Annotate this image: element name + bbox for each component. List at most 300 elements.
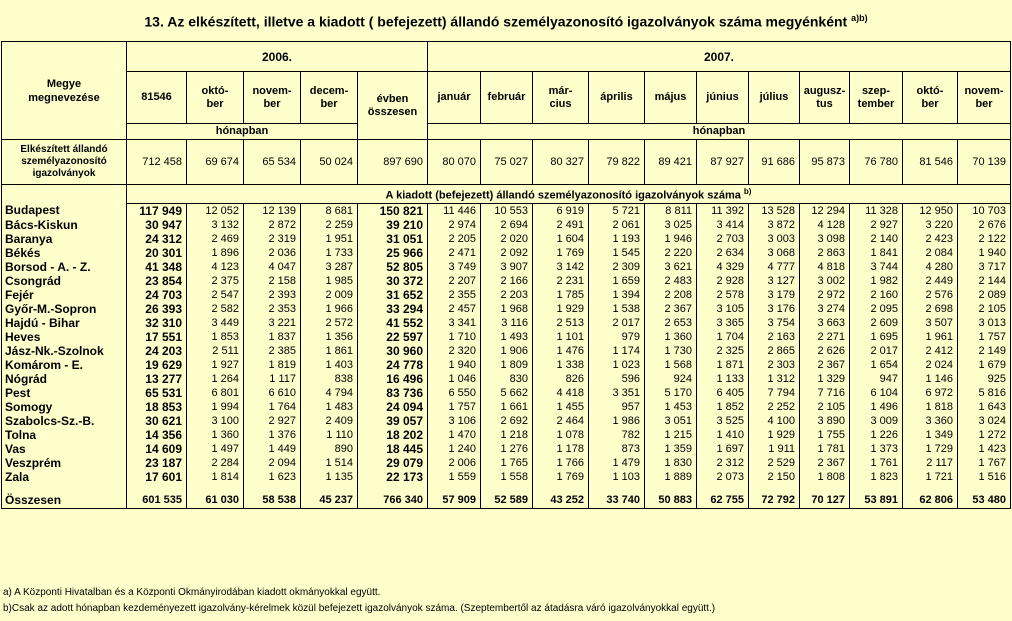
table-row [2, 232, 1011, 246]
table-cell: 3 907 [481, 260, 533, 274]
table-cell: 52 805 [358, 260, 428, 274]
table-cell: 30 621 [127, 414, 187, 428]
table-cell: 2 547 [187, 288, 244, 302]
table-cell: 1 889 [645, 470, 697, 484]
made-value: 50 024 [301, 140, 358, 185]
table-cell: 16 496 [358, 372, 428, 386]
table-cell: 2 367 [800, 456, 850, 470]
county-name: Pest [2, 386, 127, 400]
table-cell: 3 663 [800, 316, 850, 330]
table-cell: 1 410 [697, 428, 749, 442]
made-label: Elkészített állandó személyazonosító igazolványok [2, 140, 127, 185]
table-cell: 2 084 [903, 246, 958, 260]
table-cell: 1 135 [301, 470, 358, 484]
spacer-cell [645, 484, 697, 492]
table-cell: 2 464 [533, 414, 589, 428]
table-cell: 2 024 [903, 358, 958, 372]
table-cell: 2 144 [958, 274, 1011, 288]
made-value: 75 027 [481, 140, 533, 185]
table-cell: 838 [301, 372, 358, 386]
table-cell: 3 009 [850, 414, 903, 428]
table-cell: 2 309 [589, 260, 645, 274]
table-cell: 31 652 [358, 288, 428, 302]
table-cell: 3 013 [958, 316, 1011, 330]
table-row [2, 274, 1011, 288]
table-cell: 2 457 [428, 302, 481, 316]
table-cell: 2 927 [850, 218, 903, 232]
table-cell: 3 274 [800, 302, 850, 316]
month-header: októ- ber [903, 72, 958, 124]
table-cell: 2 513 [533, 316, 589, 330]
made-value: 65 534 [244, 140, 301, 185]
table-row [2, 344, 1011, 358]
table-cell: 2 423 [903, 232, 958, 246]
made-value: 69 674 [187, 140, 244, 185]
table-cell: 2 094 [244, 456, 301, 470]
table-cell: 1 117 [244, 372, 301, 386]
table-cell: 1 133 [697, 372, 749, 386]
table-cell: 14 356 [127, 428, 187, 442]
table-cell: 3 449 [187, 316, 244, 330]
county-name: Komárom - E. [2, 358, 127, 372]
table-cell: 1 493 [481, 330, 533, 344]
table-cell: 24 703 [127, 288, 187, 302]
table-cell: 3 507 [903, 316, 958, 330]
table-cell: 1 103 [589, 470, 645, 484]
table-cell: 5 662 [481, 386, 533, 400]
table-cell: 4 100 [749, 414, 800, 428]
table-cell: 2 303 [749, 358, 800, 372]
made-value: 95 873 [800, 140, 850, 185]
county-name: Nógrád [2, 372, 127, 386]
table-cell: 2 626 [800, 344, 850, 358]
table-cell: 2 367 [800, 358, 850, 372]
table-cell: 4 794 [301, 386, 358, 400]
table-cell: 1 215 [645, 428, 697, 442]
table-cell: 1 929 [749, 428, 800, 442]
table-cell: 2 166 [481, 274, 533, 288]
table-cell: 3 890 [800, 414, 850, 428]
table-cell: 3 749 [428, 260, 481, 274]
table-cell: 1 264 [187, 372, 244, 386]
made-value: 897 690 [358, 140, 428, 185]
table-cell: 2 009 [301, 288, 358, 302]
spacer-cell [697, 484, 749, 492]
made-value: 70 139 [958, 140, 1011, 185]
table-cell: 3 176 [749, 302, 800, 316]
table-cell: 2 974 [428, 218, 481, 232]
table-cell: 1 819 [244, 358, 301, 372]
table-cell: 1 823 [850, 470, 903, 484]
table-cell: 3 717 [958, 260, 1011, 274]
spacer-cell [428, 484, 481, 492]
table-row [2, 442, 1011, 456]
table-cell: 2 385 [244, 344, 301, 358]
county-name: Békés [2, 246, 127, 260]
table-cell: 7 794 [749, 386, 800, 400]
table-cell: 2 471 [428, 246, 481, 260]
spacer-cell [301, 484, 358, 492]
table-cell: 1 757 [428, 400, 481, 414]
table-cell: 3 100 [187, 414, 244, 428]
table-cell: 6 972 [903, 386, 958, 400]
total-cell: 53 480 [958, 492, 1011, 509]
table-cell: 1 483 [301, 400, 358, 414]
table-cell: 1 146 [903, 372, 958, 386]
table-cell: 150 821 [358, 203, 428, 218]
total-cell: 57 909 [428, 492, 481, 509]
table-cell: 25 966 [358, 246, 428, 260]
table-cell: 2 231 [533, 274, 589, 288]
table-cell: 4 123 [187, 260, 244, 274]
county-name: Baranya [2, 232, 127, 246]
table-cell: 2 220 [645, 246, 697, 260]
table-cell: 1 861 [301, 344, 358, 358]
spacer-cell [850, 484, 903, 492]
table-cell: 10 703 [958, 203, 1011, 218]
table-cell: 1 276 [481, 442, 533, 456]
month-header: októ- ber [187, 72, 244, 124]
table-cell: 2 325 [697, 344, 749, 358]
table-cell: 1 312 [749, 372, 800, 386]
table-cell: 5 816 [958, 386, 1011, 400]
table-cell: 2 150 [749, 470, 800, 484]
page-title: 13. Az elkészített, illetve a kiadott ( befejezett) állandó személyazonosító igazolványok száma megyénként $^{a)b)}$ [144, 13, 868, 30]
table-cell: 1 338 [533, 358, 589, 372]
table-cell: 2 698 [903, 302, 958, 316]
table-cell: 3 142 [533, 260, 589, 274]
table-cell: 1 476 [533, 344, 589, 358]
county-name: Veszprém [2, 456, 127, 470]
table-cell: 1 906 [481, 344, 533, 358]
table-cell: 1 360 [645, 330, 697, 344]
made-value: 89 421 [645, 140, 697, 185]
table-cell: 2 469 [187, 232, 244, 246]
table-cell: 26 393 [127, 302, 187, 316]
table-cell: 1 349 [903, 428, 958, 442]
table-cell: 2 312 [697, 456, 749, 470]
table-cell: 3 220 [903, 218, 958, 232]
table-cell: 2 863 [800, 246, 850, 260]
table-cell: 1 695 [850, 330, 903, 344]
table-cell: 3 341 [428, 316, 481, 330]
table-cell: 2 163 [749, 330, 800, 344]
total-cell: 62 806 [903, 492, 958, 509]
county-name: Csongrád [2, 274, 127, 288]
table-row [2, 330, 1011, 344]
spacer-cell [358, 484, 428, 492]
table-cell: 1 659 [589, 274, 645, 288]
table-cell: 1 769 [533, 246, 589, 260]
table-cell: 1 470 [428, 428, 481, 442]
table-cell: 1 985 [301, 274, 358, 288]
table-cell: 2 095 [850, 302, 903, 316]
table-cell: 10 553 [481, 203, 533, 218]
table-cell: 1 767 [958, 456, 1011, 470]
month-header: január [428, 72, 481, 124]
spacer-cell [749, 484, 800, 492]
total-cell: 33 740 [589, 492, 645, 509]
table-cell: 3 872 [749, 218, 800, 232]
table-cell: 4 128 [800, 218, 850, 232]
table-cell: 2 017 [850, 344, 903, 358]
table-cell: 39 210 [358, 218, 428, 232]
total-cell: 52 589 [481, 492, 533, 509]
per-month-label-2006: hónapban [127, 124, 358, 140]
table-cell: 2 320 [428, 344, 481, 358]
table-cell: 1 538 [589, 302, 645, 316]
table-cell: 22 597 [358, 330, 428, 344]
table-cell: 1 852 [697, 400, 749, 414]
table-cell: 3 002 [800, 274, 850, 288]
table-cell: 1 733 [301, 246, 358, 260]
year-2007-header: 2007. [428, 42, 1011, 72]
table-cell: 12 139 [244, 203, 301, 218]
county-name: Győr-M.-Sopron [2, 302, 127, 316]
table-cell: 1 764 [244, 400, 301, 414]
table-cell: 30 372 [358, 274, 428, 288]
table-cell: 117 949 [127, 203, 187, 218]
month-header: június [697, 72, 749, 124]
table-cell: 2 073 [697, 470, 749, 484]
table-cell: 3 360 [903, 414, 958, 428]
table-cell: 1 449 [244, 442, 301, 456]
table-cell: 1 697 [697, 442, 749, 456]
table-cell: 1 755 [800, 428, 850, 442]
table-cell: 31 051 [358, 232, 428, 246]
county-name: Hajdú - Bihar [2, 316, 127, 330]
table-cell: 2 122 [958, 232, 1011, 246]
table-cell: 1 654 [850, 358, 903, 372]
table-cell: 3 221 [244, 316, 301, 330]
table-cell: 41 552 [358, 316, 428, 330]
table-cell: 24 312 [127, 232, 187, 246]
table-cell: 1 110 [301, 428, 358, 442]
county-name: Vas [2, 442, 127, 456]
total-cell: 766 340 [358, 492, 428, 509]
year-2006-header: 2006. [127, 42, 428, 72]
table-cell: 14 609 [127, 442, 187, 456]
table-cell: 1 455 [533, 400, 589, 414]
table-cell: 596 [589, 372, 645, 386]
table-cell: 1 174 [589, 344, 645, 358]
table-cell: 3 365 [697, 316, 749, 330]
table-cell: 1 982 [850, 274, 903, 288]
table-cell: 65 531 [127, 386, 187, 400]
table-cell: 23 187 [127, 456, 187, 470]
table-row [2, 386, 1011, 400]
month-header: 81546 [127, 72, 187, 124]
table-cell: 39 057 [358, 414, 428, 428]
table-cell: 4 047 [244, 260, 301, 274]
table-cell: 1 911 [749, 442, 800, 456]
spacer-cell [244, 484, 301, 492]
table-cell: 1 814 [187, 470, 244, 484]
total-cell: 70 127 [800, 492, 850, 509]
table-cell: 1 643 [958, 400, 1011, 414]
table-cell: 30 947 [127, 218, 187, 232]
table-row [2, 414, 1011, 428]
table-cell: 1 968 [481, 302, 533, 316]
table-cell: 11 328 [850, 203, 903, 218]
table-cell: 1 966 [301, 302, 358, 316]
table-cell: 1 359 [645, 442, 697, 456]
table-cell: 1 721 [903, 470, 958, 484]
table-cell: 3 051 [645, 414, 697, 428]
table-cell: 2 692 [481, 414, 533, 428]
table-cell: 3 024 [958, 414, 1011, 428]
table-cell: 1 423 [958, 442, 1011, 456]
made-value: 76 780 [850, 140, 903, 185]
table-cell: 1 023 [589, 358, 645, 372]
table-row [2, 203, 1011, 218]
table-cell: 29 079 [358, 456, 428, 470]
table-cell: 1 896 [187, 246, 244, 260]
county-name: Heves [2, 330, 127, 344]
made-value: 79 822 [589, 140, 645, 185]
table-cell: 2 105 [800, 400, 850, 414]
table-cell: 8 681 [301, 203, 358, 218]
table-cell: 6 104 [850, 386, 903, 400]
table-cell: 2 412 [903, 344, 958, 358]
table-cell: 925 [958, 372, 1011, 386]
table-cell: 2 634 [697, 246, 749, 260]
table-cell: 2 252 [749, 400, 800, 414]
table-cell: 1 679 [958, 358, 1011, 372]
table-cell: 2 491 [533, 218, 589, 232]
table-cell: 947 [850, 372, 903, 386]
table-cell: 3 621 [645, 260, 697, 274]
table-cell: 1 808 [800, 470, 850, 484]
table-cell: 979 [589, 330, 645, 344]
table-cell: 1 623 [244, 470, 301, 484]
table-cell: 3 287 [301, 260, 358, 274]
table-cell: 1 994 [187, 400, 244, 414]
total-cell: 61 030 [187, 492, 244, 509]
month-header: novem- ber [244, 72, 301, 124]
table-cell: 2 653 [645, 316, 697, 330]
month-header: július [749, 72, 800, 124]
year-total-header: évben összesen [358, 72, 428, 140]
table-cell: 2 393 [244, 288, 301, 302]
table-row [2, 260, 1011, 274]
month-header: május [645, 72, 697, 124]
table-cell: 18 202 [358, 428, 428, 442]
total-cell: 53 891 [850, 492, 903, 509]
made-value: 712 458 [127, 140, 187, 185]
table-cell: 2 117 [903, 456, 958, 470]
table-cell: 2 694 [481, 218, 533, 232]
table-cell: 8 811 [645, 203, 697, 218]
table-cell: 1 940 [428, 358, 481, 372]
county-name: Bács-Kiskun [2, 218, 127, 232]
table-cell: 2 207 [428, 274, 481, 288]
total-cell: 50 883 [645, 492, 697, 509]
total-cell: 62 755 [697, 492, 749, 509]
county-name: Tolna [2, 428, 127, 442]
table-cell: 2 020 [481, 232, 533, 246]
table-cell: 1 853 [187, 330, 244, 344]
table-cell: 2 529 [749, 456, 800, 470]
footnote-b: b)Csak az adott hónapban kezdeményezett igazolvány-kérelmek közül befejezett igazolványok száma. (Szeptembertől az átadásra váró igazolványokkal együtt.) [3, 603, 716, 614]
table-cell: 4 818 [800, 260, 850, 274]
table-cell: 13 528 [749, 203, 800, 218]
table-cell: 2 208 [645, 288, 697, 302]
table-cell: 3 132 [187, 218, 244, 232]
table-cell: 830 [481, 372, 533, 386]
table-cell: 2 409 [301, 414, 358, 428]
table-cell: 24 778 [358, 358, 428, 372]
table-cell: 11 446 [428, 203, 481, 218]
table-cell: 1 479 [589, 456, 645, 470]
table-cell: 1 769 [533, 470, 589, 484]
stats-table [1, 41, 1011, 509]
month-header: szep- tember [850, 72, 903, 124]
table-cell: 2 089 [958, 288, 1011, 302]
spacer-cell [800, 484, 850, 492]
total-row [2, 492, 1011, 509]
table-cell: 2 092 [481, 246, 533, 260]
spacer-cell [187, 484, 244, 492]
table-cell: 2 676 [958, 218, 1011, 232]
table-cell: 1 373 [850, 442, 903, 456]
table-cell: 3 105 [697, 302, 749, 316]
table-cell: 2 928 [697, 274, 749, 288]
table-cell: 1 710 [428, 330, 481, 344]
table-cell: 1 360 [187, 428, 244, 442]
table-cell: 5 721 [589, 203, 645, 218]
table-cell: 12 052 [187, 203, 244, 218]
table-cell: 1 329 [800, 372, 850, 386]
table-cell: 2 483 [645, 274, 697, 288]
table-cell: 2 353 [244, 302, 301, 316]
table-cell: 3 098 [800, 232, 850, 246]
table-cell: 1 101 [533, 330, 589, 344]
table-cell: 6 550 [428, 386, 481, 400]
total-cell: 72 792 [749, 492, 800, 509]
table-cell: 11 392 [697, 203, 749, 218]
table-cell: 2 578 [697, 288, 749, 302]
table-cell: 1 927 [187, 358, 244, 372]
table-row [2, 288, 1011, 302]
table-cell: 2 284 [187, 456, 244, 470]
table-cell: 33 294 [358, 302, 428, 316]
table-cell: 2 149 [958, 344, 1011, 358]
table-cell: 1 929 [533, 302, 589, 316]
table-cell: 1 403 [301, 358, 358, 372]
table-cell: 6 610 [244, 386, 301, 400]
table-cell: 1 765 [481, 456, 533, 470]
table-cell: 30 960 [358, 344, 428, 358]
table-cell: 2 576 [903, 288, 958, 302]
table-row [2, 316, 1011, 330]
table-cell: 7 716 [800, 386, 850, 400]
table-row [2, 302, 1011, 316]
table-cell: 2 140 [850, 232, 903, 246]
county-header: Megye megnevezése [2, 42, 127, 140]
table-cell: 1 218 [481, 428, 533, 442]
table-cell: 1 394 [589, 288, 645, 302]
table-cell: 1 946 [645, 232, 697, 246]
table-cell: 3 351 [589, 386, 645, 400]
table-cell: 3 116 [481, 316, 533, 330]
table-cell: 23 854 [127, 274, 187, 288]
table-cell: 1 871 [697, 358, 749, 372]
table-cell: 2 158 [244, 274, 301, 288]
table-cell: 2 511 [187, 344, 244, 358]
made-value: 91 686 [749, 140, 800, 185]
table-cell: 1 545 [589, 246, 645, 260]
